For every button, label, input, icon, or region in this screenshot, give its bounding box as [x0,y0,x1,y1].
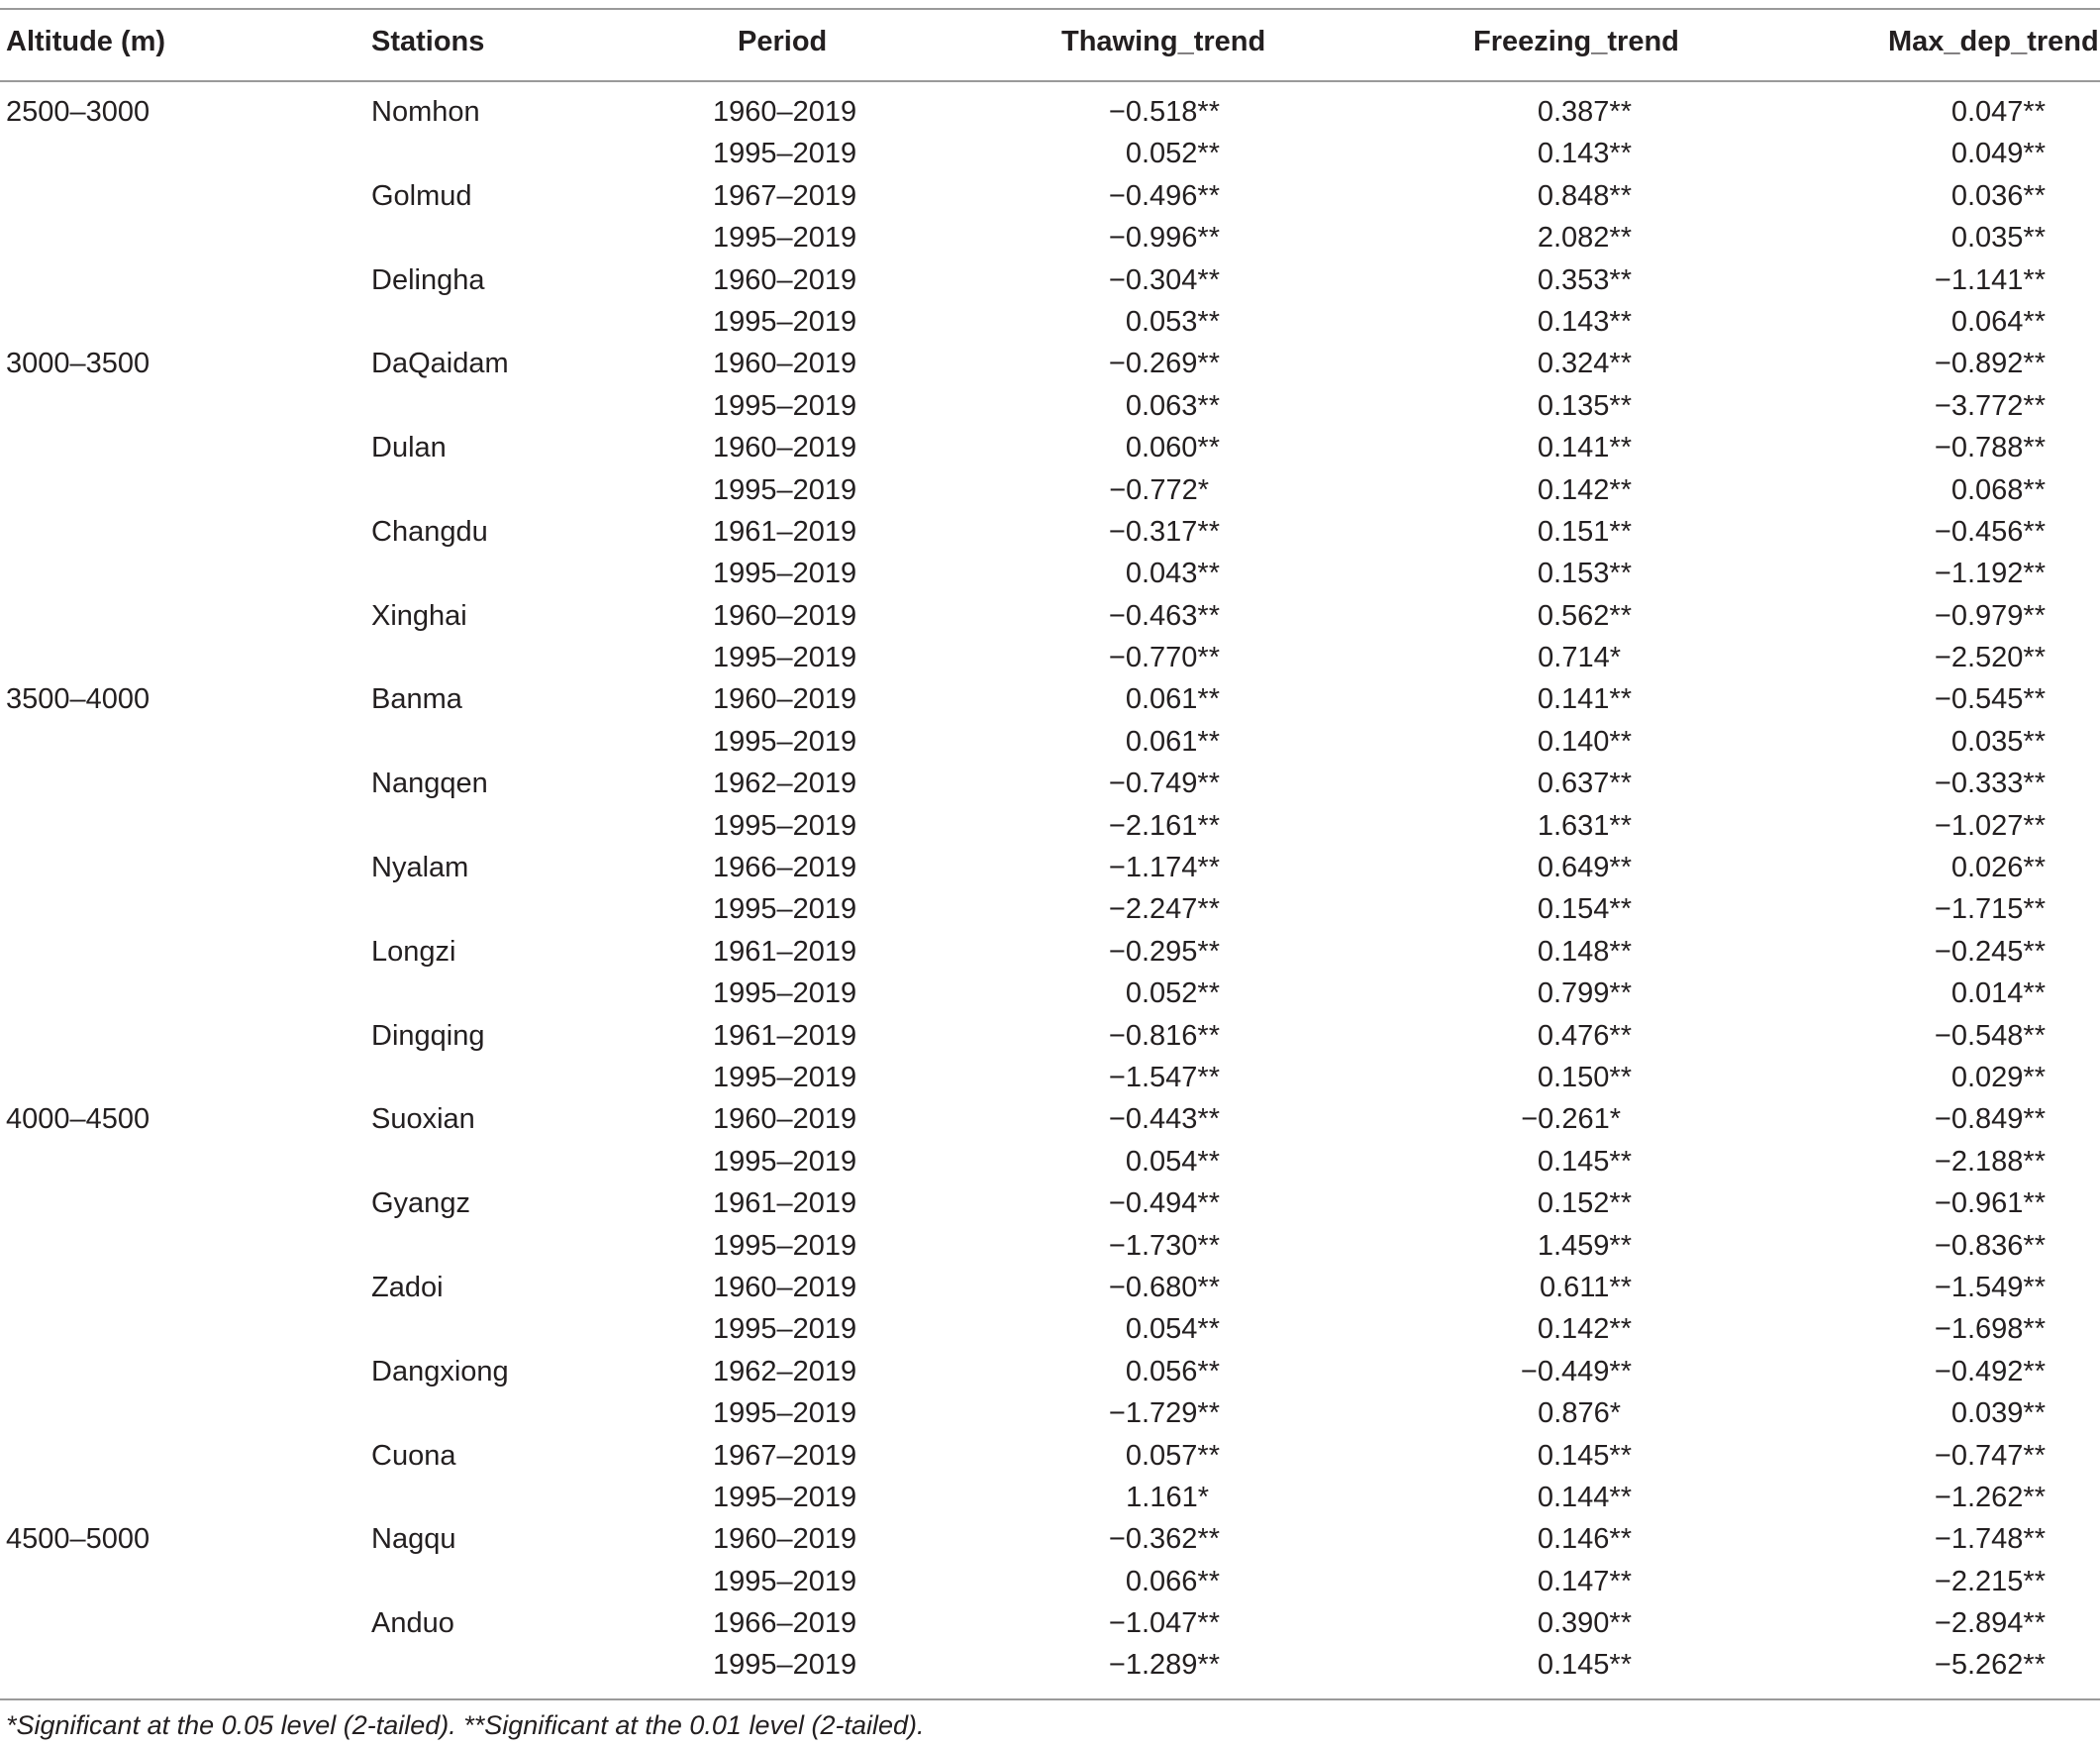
period-cell: 1962–2019 [713,768,857,800]
station-cell: Anduo [371,1607,454,1640]
station-cell: Golmud [371,179,472,212]
freezing-trend-cell: −0.261* [1521,1103,1621,1136]
thawing-trend-cell: −0.496** [1108,179,1220,212]
period-cell: 1995–2019 [713,1481,857,1513]
freezing-trend-cell: 0.476** [1537,1019,1632,1052]
period-cell: 1962–2019 [713,1355,857,1387]
bottom-rule [0,1698,2100,1700]
max-dep-trend-cell: 0.035** [1950,725,2046,758]
thawing-trend-cell: 0.052** [1125,138,1220,170]
thawing-trend-cell: 0.057** [1125,1439,1220,1472]
max-dep-trend-cell: −1.027** [1934,809,2046,842]
thawing-trend-cell: −1.289** [1108,1649,1220,1682]
max-dep-trend-cell: −2.188** [1934,1145,2046,1178]
freezing-trend-cell: 0.135** [1537,389,1632,422]
period-cell: 1960–2019 [713,263,857,296]
table-row [0,1098,2100,1140]
station-cell: DaQaidam [371,348,509,380]
max-dep-trend-cell: −0.747** [1934,1439,2046,1472]
station-cell: Nangqen [371,768,488,800]
table-row [0,637,2100,678]
table-row [0,259,2100,301]
period-cell: 1995–2019 [713,809,857,842]
max-dep-trend-cell: 0.049** [1950,138,2046,170]
max-dep-trend-cell: −0.456** [1934,515,2046,548]
table-row [0,1182,2100,1224]
station-cell: Longzi [371,935,456,968]
altitude-cell: 4000–4500 [6,1103,150,1136]
table-body [0,91,2100,1687]
period-cell: 1960–2019 [713,683,857,716]
thawing-trend-cell: −0.770** [1108,642,1220,674]
max-dep-trend-cell: 0.035** [1950,222,2046,255]
max-dep-trend-cell: −2.894** [1934,1607,2046,1640]
period-cell: 1960–2019 [713,432,857,464]
thawing-trend-cell: −0.816** [1108,1019,1220,1052]
max-dep-trend-cell: −1.715** [1934,893,2046,926]
table-row [0,1435,2100,1477]
header-period: Period [738,26,828,57]
max-dep-trend-cell: −0.545** [1934,683,2046,716]
period-cell: 1961–2019 [713,515,857,548]
table-row [0,1308,2100,1350]
max-dep-trend-cell: −0.836** [1934,1229,2046,1262]
period-cell: 1960–2019 [713,348,857,380]
freezing-trend-cell: 0.141** [1537,683,1632,716]
max-dep-trend-cell: −1.141** [1934,263,2046,296]
max-dep-trend-cell: −1.698** [1934,1313,2046,1346]
thawing-trend-cell: −0.317** [1108,515,1220,548]
thawing-trend-cell: −1.174** [1108,852,1220,884]
thawing-trend-cell: 0.063** [1125,389,1220,422]
table-row [0,1477,2100,1518]
max-dep-trend-cell: −1.549** [1934,1271,2046,1303]
top-rule [0,8,2100,10]
thawing-trend-cell: −1.729** [1108,1397,1220,1430]
period-cell: 1995–2019 [713,642,857,674]
freezing-trend-cell: 0.145** [1537,1649,1632,1682]
freezing-trend-cell: 0.145** [1537,1145,1632,1178]
max-dep-trend-cell: −1.262** [1934,1481,2046,1513]
thawing-trend-cell: 0.060** [1125,432,1220,464]
table-row [0,1602,2100,1644]
max-dep-trend-cell: −0.548** [1934,1019,2046,1052]
altitude-cell: 2500–3000 [6,96,150,128]
freezing-trend-cell: 0.153** [1537,558,1632,590]
thawing-trend-cell: 0.053** [1125,305,1220,338]
max-dep-trend-cell: −0.979** [1934,599,2046,632]
freezing-trend-cell: 0.142** [1537,473,1632,506]
table-row [0,763,2100,804]
table-row [0,301,2100,343]
period-cell: 1995–2019 [713,977,857,1010]
thawing-trend-cell: −0.494** [1108,1187,1220,1220]
header-thawing-trend: Thawing_trend [1061,26,1266,57]
station-cell: Delingha [371,263,485,296]
max-dep-trend-cell: −2.215** [1934,1565,2046,1597]
freezing-trend-cell: 0.154** [1537,893,1632,926]
freezing-trend-cell: 0.637** [1537,768,1632,800]
altitude-cell: 3000–3500 [6,348,150,380]
freezing-trend-cell: 0.799** [1537,977,1632,1010]
thawing-trend-cell: 0.061** [1125,683,1220,716]
thawing-trend-cell: 0.056** [1125,1355,1220,1387]
table-row [0,343,2100,384]
freezing-trend-cell: 0.150** [1537,1061,1632,1093]
station-cell: Gyangz [371,1187,470,1220]
table-row [0,553,2100,594]
altitude-cell: 3500–4000 [6,683,150,716]
table-row [0,805,2100,847]
thawing-trend-cell: −0.772* [1109,473,1209,506]
station-cell: Cuona [371,1439,456,1472]
period-cell: 1995–2019 [713,389,857,422]
period-cell: 1966–2019 [713,852,857,884]
table-row [0,1141,2100,1182]
station-cell: Xinghai [371,599,467,632]
table-row [0,1225,2100,1267]
station-cell: Zadoi [371,1271,444,1303]
table-row [0,888,2100,930]
freezing-trend-cell: 0.142** [1537,1313,1632,1346]
period-cell: 1995–2019 [713,138,857,170]
max-dep-trend-cell: −3.772** [1934,389,2046,422]
table-row [0,1351,2100,1392]
thawing-trend-cell: −2.161** [1108,809,1220,842]
period-cell: 1995–2019 [713,1313,857,1346]
period-cell: 1995–2019 [713,1061,857,1093]
period-cell: 1960–2019 [713,599,857,632]
thawing-trend-cell: 0.052** [1125,977,1220,1010]
table-row [0,175,2100,217]
period-cell: 1960–2019 [713,1271,857,1303]
period-cell: 1961–2019 [713,935,857,968]
thawing-trend-cell: −0.680** [1108,1271,1220,1303]
max-dep-trend-cell: −1.192** [1934,558,2046,590]
freezing-trend-cell: 0.148** [1537,935,1632,968]
thawing-trend-cell: −0.463** [1108,599,1220,632]
max-dep-trend-cell: −0.333** [1934,768,2046,800]
station-cell: Banma [371,683,462,716]
table-row [0,133,2100,174]
freezing-trend-cell: 0.151** [1537,515,1632,548]
thawing-trend-cell: −0.362** [1108,1523,1220,1556]
period-cell: 1995–2019 [713,1649,857,1682]
freezing-trend-cell: 0.143** [1537,305,1632,338]
period-cell: 1961–2019 [713,1019,857,1052]
table-row [0,847,2100,888]
station-cell: Dingqing [371,1019,485,1052]
table-footnote: *Significant at the 0.05 level (2-tailed). **Significant at the 0.01 level (2-tailed). [6,1710,925,1740]
thawing-trend-cell: −1.730** [1108,1229,1220,1262]
table-row [0,678,2100,720]
thawing-trend-cell: −0.304** [1108,263,1220,296]
freezing-trend-cell: 0.353** [1537,263,1632,296]
altitude-cell: 4500–5000 [6,1523,150,1556]
header-stations: Stations [371,26,485,57]
table-row [0,91,2100,133]
thawing-trend-cell: −2.247** [1108,893,1220,926]
table-row [0,973,2100,1014]
table-row [0,721,2100,763]
station-cell: Dulan [371,432,447,464]
freezing-trend-cell: 0.848** [1537,179,1632,212]
thawing-trend-cell: 1.161* [1126,1481,1209,1513]
table-row [0,469,2100,511]
thawing-trend-cell: 0.054** [1125,1145,1220,1178]
thawing-trend-cell: −0.749** [1108,768,1220,800]
period-cell: 1960–2019 [713,1103,857,1136]
station-cell: Suoxian [371,1103,475,1136]
header-freezing-trend: Freezing_trend [1473,26,1679,57]
freezing-trend-cell: 0.144** [1537,1481,1632,1513]
period-cell: 1995–2019 [713,222,857,255]
table-row [0,1518,2100,1560]
freezing-trend-cell: 1.631** [1537,809,1632,842]
table-row [0,1267,2100,1308]
freezing-trend-cell: 0.146** [1537,1523,1632,1556]
period-cell: 1995–2019 [713,305,857,338]
table-row [0,1561,2100,1602]
period-cell: 1961–2019 [713,1187,857,1220]
table-row [0,1057,2100,1098]
max-dep-trend-cell: 0.047** [1950,96,2046,128]
station-cell: Changdu [371,515,488,548]
period-cell: 1995–2019 [713,893,857,926]
freezing-trend-cell: 0.145** [1537,1439,1632,1472]
station-cell: Nomhon [371,96,480,128]
thawing-trend-cell: −0.518** [1108,96,1220,128]
thawing-trend-cell: −0.269** [1108,348,1220,380]
station-cell: Nyalam [371,852,469,884]
period-cell: 1995–2019 [713,558,857,590]
period-cell: 1995–2019 [713,1397,857,1430]
header-rule [0,80,2100,82]
max-dep-trend-cell: 0.068** [1950,473,2046,506]
max-dep-trend-cell: 0.014** [1950,977,2046,1010]
table-row [0,385,2100,427]
freezing-trend-cell: 0.140** [1537,725,1632,758]
max-dep-trend-cell: 0.029** [1950,1061,2046,1093]
max-dep-trend-cell: −0.788** [1934,432,2046,464]
period-cell: 1995–2019 [713,1229,857,1262]
period-cell: 1995–2019 [713,1145,857,1178]
max-dep-trend-cell: −1.748** [1934,1523,2046,1556]
freezing-trend-cell: 0.714* [1538,642,1621,674]
freezing-trend-cell: 0.141** [1537,432,1632,464]
period-cell: 1967–2019 [713,179,857,212]
thawing-trend-cell: −1.547** [1108,1061,1220,1093]
max-dep-trend-cell: 0.064** [1950,305,2046,338]
freezing-trend-cell: 0.649** [1537,852,1632,884]
freezing-trend-cell: −0.449** [1520,1355,1632,1387]
thawing-trend-cell: 0.054** [1125,1313,1220,1346]
freezing-trend-cell: 2.082** [1537,222,1632,255]
table-row [0,1644,2100,1686]
table-row [0,931,2100,973]
max-dep-trend-cell: −0.892** [1934,348,2046,380]
freezing-trend-cell: 0.611** [1540,1271,1632,1303]
period-cell: 1995–2019 [713,725,857,758]
freezing-trend-cell: 1.459** [1537,1229,1632,1262]
freezing-trend-cell: 0.562** [1537,599,1632,632]
freezing-trend-cell: 0.876* [1538,1397,1621,1430]
max-dep-trend-cell: −0.849** [1934,1103,2046,1136]
thawing-trend-cell: −0.443** [1108,1103,1220,1136]
header-max-dep-trend: Max_dep_trend [1888,26,2099,57]
max-dep-trend-cell: −0.245** [1934,935,2046,968]
period-cell: 1960–2019 [713,1523,857,1556]
period-cell: 1967–2019 [713,1439,857,1472]
header-altitude: Altitude (m) [6,26,166,57]
max-dep-trend-cell: −5.262** [1934,1649,2046,1682]
table-row [0,595,2100,637]
period-cell: 1995–2019 [713,1565,857,1597]
thawing-trend-cell: 0.043** [1125,558,1220,590]
period-cell: 1960–2019 [713,96,857,128]
max-dep-trend-cell: 0.026** [1950,852,2046,884]
period-cell: 1966–2019 [713,1607,857,1640]
freezing-trend-cell: 0.390** [1537,1607,1632,1640]
station-cell: Dangxiong [371,1355,509,1387]
thawing-trend-cell: −0.996** [1108,222,1220,255]
thawing-trend-cell: 0.061** [1125,725,1220,758]
thawing-trend-cell: 0.066** [1125,1565,1220,1597]
station-cell: Nagqu [371,1523,456,1556]
table-row [0,511,2100,553]
freezing-trend-cell: 0.387** [1537,96,1632,128]
freezing-trend-cell: 0.147** [1537,1565,1632,1597]
max-dep-trend-cell: 0.036** [1950,179,2046,212]
freezing-trend-cell: 0.143** [1537,138,1632,170]
table-row [0,1015,2100,1057]
table-row [0,1392,2100,1434]
max-dep-trend-cell: 0.039** [1950,1397,2046,1430]
max-dep-trend-cell: −2.520** [1934,642,2046,674]
freezing-trend-cell: 0.324** [1537,348,1632,380]
period-cell: 1995–2019 [713,473,857,506]
freezing-trend-cell: 0.152** [1537,1187,1632,1220]
thawing-trend-cell: −0.295** [1108,935,1220,968]
table-row [0,217,2100,258]
thawing-trend-cell: −1.047** [1108,1607,1220,1640]
table-row [0,427,2100,468]
max-dep-trend-cell: −0.492** [1934,1355,2046,1387]
max-dep-trend-cell: −0.961** [1934,1187,2046,1220]
